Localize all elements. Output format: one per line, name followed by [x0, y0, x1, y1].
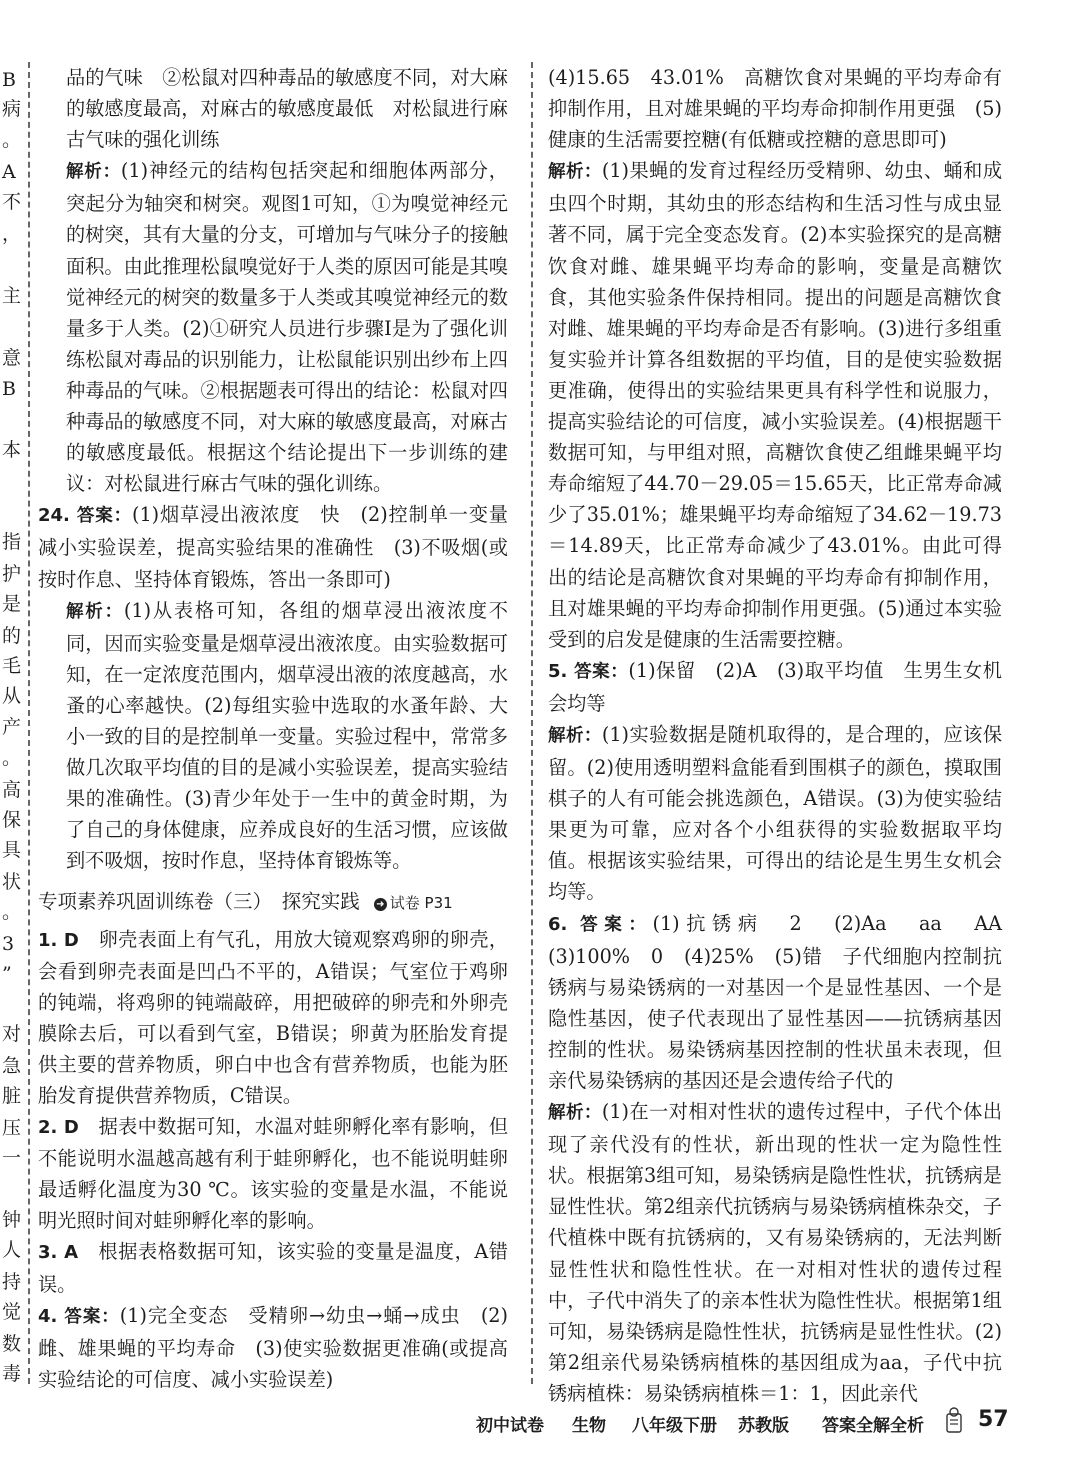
section-ref: [374, 894, 453, 912]
q24-number: 24.: [38, 505, 70, 527]
edge-char: 对: [2, 1023, 22, 1045]
edge-char: A: [2, 161, 16, 183]
q3: [38, 1236, 508, 1299]
edge-char: 指: [2, 531, 22, 553]
analysis-label: 解析：: [548, 1103, 602, 1124]
footer-tag: 答案全解全析: [822, 1416, 924, 1436]
q24-answer-text: (1)烟草浸出液浓度 快 (2)控制单一变量 减小实验误差，提高实验结果的准确性 (3)不吸烟(或按时作息、坚持体育锻炼，答出一条即可): [38, 503, 528, 591]
cut-line-middle: [531, 62, 533, 1384]
analysis-label: 解析：: [66, 601, 124, 622]
q5-analysis: [548, 719, 1002, 908]
edge-char: 数: [2, 1333, 22, 1355]
answer-label: 答案：: [574, 661, 629, 682]
edge-char: 人: [2, 1239, 22, 1261]
mascot-icon: [944, 1406, 964, 1434]
edge-char: 。: [2, 129, 22, 151]
q23-analysis: [38, 155, 508, 499]
section-heading: [38, 886, 508, 919]
edge-char: 持: [2, 1271, 22, 1293]
q1-choice: D: [63, 929, 79, 951]
edge-char: B: [2, 378, 16, 400]
q2-number: 2.: [38, 1117, 58, 1139]
edge-char: 。: [2, 901, 22, 923]
edge-char: ”: [2, 963, 12, 985]
footer-grade: 八年级下册: [632, 1416, 717, 1436]
edge-char: 的: [2, 625, 22, 647]
answer-label: 答案：: [580, 914, 653, 935]
analysis-label: 解析：: [548, 162, 602, 183]
q1: [38, 924, 508, 1112]
q1-text: 卵壳表面上有气孔，用放大镜观察鸡卵的卵壳，会看到卵壳表面是凹凸不平的，A错误；气室位于鸡卵的钝端，将鸡卵的钝端敲碎，用把破碎的卵壳和外卵壳膜除去后，可以看到气室，B错误；卵黄为胚胎发育提供主要的营养物质，卵白中也含有营养物质，也能为胚胎发育提供营养物质，C错误。: [38, 927, 509, 1107]
edge-char: 压: [2, 1117, 22, 1139]
q23-answer-tail: 品的气味 ②松鼠对四种毒品的敏感度不同，对大麻的敏感度最高，对麻古的敏感度最低 对松鼠进行麻古气味的强化训练: [66, 66, 508, 152]
q23-analysis-text: (1)神经元的结构包括突起和细胞体两部分，突起分为轴突和树突。观图1可知，①为嗅觉神经元的树突，其有大量的分支，可增加与气味分子的接触面积。由此推理松鼠嗅觉好于人类的原因可能是其嗅觉神经元的树突的数量多于人类或其嗅觉神经元的数量多于人类。(2)①研究人员进行步骤Ⅰ是为了强化训练松鼠对毒品的识别能力，让松鼠能识别出纱布上四种毒品的气味。②根据题表可得出的结论：松鼠对四种毒品的敏感度不同，对大麻的敏感度最高，对麻古的敏感度最低。根据这个结论提出下一步训练的建议：对松鼠进行麻古气味的强化训练。: [66, 159, 508, 496]
edge-char: 脏: [2, 1085, 22, 1107]
q6-number: 6.: [548, 913, 568, 935]
edge-char: 从: [2, 685, 22, 707]
page-number: 57: [978, 1407, 1009, 1432]
edge-char: 急: [2, 1055, 22, 1077]
arrow-right-icon: ➜: [374, 898, 387, 911]
cut-line-left: [28, 62, 30, 1384]
footer-series: 初中试卷: [476, 1416, 544, 1436]
q24-analysis-text: (1)从表格可知，各组的烟草浸出液浓度不同，因而实验变量是烟草浸出液浓度。由实验数据可知，在一定浓度范围内，烟草浸出液的浓度越高，水蚤的心率越快。(2)每组实验中选取的水蚤年龄、大小一致的目的是控制单一变量。实验过程中，常常多做几次取平均值的目的是减小实验误差，提高实验结果的准确性。(3)青少年处于一生中的黄金时期，为了自己的身体健康，应养成良好的生活习惯，应该做到不吸烟，按时作息，坚持体育锻炼等。: [66, 598, 508, 873]
q5-number: 5.: [548, 660, 568, 682]
edge-char: 状: [2, 871, 22, 893]
q3-choice: A: [64, 1242, 79, 1264]
q5-answer-text: (1)保留 (2)A (3)取平均值 生男生女机会均等: [548, 658, 1002, 715]
edge-char: 3: [2, 933, 15, 955]
edge-char: 产: [2, 716, 22, 738]
footer-subject: 生物: [572, 1416, 606, 1436]
edge-char: 不: [2, 191, 22, 213]
answer-label: 答案：: [64, 1306, 120, 1327]
edge-char: 病: [2, 98, 22, 120]
edge-char: 觉: [2, 1301, 22, 1323]
section-ref-text: 试卷 P31: [389, 894, 453, 913]
q24-analysis: [38, 595, 508, 877]
edge-char: ，: [2, 223, 22, 245]
q3-text: 根据表格数据可知，该实验的变量是温度，A错误。: [38, 1240, 508, 1296]
edge-char: 具: [2, 839, 22, 861]
q4-answer-text: (1)完全变态 受精卵→幼虫→蛹→成虫 (2)雌、雄果蝇的平均寿命 (3)使实验数据更准确(或提高实验结论的可信度、减小实验误差): [38, 1303, 508, 1391]
footer-edition: 苏教版: [738, 1416, 789, 1436]
left-column: [38, 62, 528, 1395]
q3-number: 3.: [38, 1242, 58, 1264]
analysis-label: 解析：: [548, 725, 602, 746]
edge-char: 一: [2, 1147, 22, 1169]
q6-answer-text: (1)抗锈病 2 (2)Aa aa AA (3)100% 0 (4)25% (5)错 子代细胞内控制抗锈病与易染锈病的一对基因一个是显性基因、一个是隐性基因，使子代表现出了显性基因——抗锈病基因控制的性状。易染锈病基因控制的性状虽未表现，但亲代易染锈病的基因还是会遗传给子代的: [548, 911, 1022, 1092]
q6-analysis: [548, 1096, 1002, 1409]
edge-char: 本: [2, 439, 22, 461]
edge-char: 是: [2, 593, 22, 615]
q1-number: 1.: [38, 929, 58, 951]
section-title: 专项素养巩固训练卷（三） 探究实践: [38, 890, 360, 914]
q4-answer-tail: (4)15.65 43.01% 高糖饮食对果蝇的平均寿命有抑制作用，且对雄果蝇的平均寿命抑制作用更强 (5)健康的生活需要控糖(有低糖或控糖的意思即可): [548, 66, 1002, 152]
edge-char: 保: [2, 809, 22, 831]
edge-char: 意: [2, 347, 22, 369]
edge-char: 主: [2, 285, 22, 307]
q2: [38, 1111, 508, 1236]
edge-char: 。: [2, 747, 22, 769]
edge-char: 高: [2, 779, 22, 801]
q5-answer: [548, 655, 1002, 719]
right-column: [548, 62, 1022, 1409]
q2-text: 据表中数据可知，水温对蛙卵孵化率有影响，但不能说明水温越高越有利于蛙卵孵化，也不能说明蛙卵最适孵化温度为30 ℃。该实验的变量是水温，不能说明光照时间对蛙卵孵化率的影响。: [38, 1115, 509, 1233]
edge-char: 护: [2, 563, 22, 585]
q6-analysis-text: (1)在一对相对性状的遗传过程中，子代个体出现了亲代没有的性状，新出现的性状一定为隐性性状。根据第3组可知，易染锈病是隐性性状，抗锈病是显性性状。第2组亲代抗锈病与易染锈病植株杂交，子代植株中既有抗锈病的，又有易染锈病的，无法判断显性性状和隐性性状。在一对相对性状的遗传过程中，子代中消失了的亲本性状为隐性性状。根据第1组可知，易染锈病是隐性性状，抗锈病是显性性状。(2)第2组亲代易染锈病植株的基因组成为aa，子代中抗锈病植株：易染锈病植株＝1：1，因此亲代: [548, 1100, 1003, 1405]
q2-choice: D: [63, 1117, 79, 1139]
q4-answer: [38, 1300, 508, 1395]
edge-char: 毒: [2, 1363, 22, 1385]
analysis-label: 解析：: [66, 162, 121, 183]
q4-analysis-text: (1)果蝇的发育过程经历受精卵、幼虫、蛹和成虫四个时期，其幼虫的形态结构和生活习性与成虫显著不同，属于完全变态发育。(2)本实验探究的是高糖饮食对雌、雄果蝇平均寿命的影响，变量是高糖饮食，其他实验条件保持相同。提出的问题是高糖饮食对雌、雄果蝇的平均寿命是否有影响。(3)进行多组重复实验并计算各组数据的平均值，目的是使实验数据更准确，使得出的实验结果更具有科学性和说服力，提高实验结论的可信度，减小实验误差。(4)根据题干数据可知，与甲组对照，高糖饮食使乙组雌果蝇平均寿命缩短了44.70－29.05＝15.65天，比正常寿命减少了35.01%；雄果蝇平均寿命缩短了34.62－19.73＝14.89天，比正常寿命减少了43.01%。由此可得出的结论是高糖饮食对果蝇的平均寿命有抑制作用，且对雄果蝇的平均寿命抑制作用更强。(5)通过本实验受到的启发是健康的生活需要控糖。: [548, 159, 1003, 651]
answer-label: 答案：: [76, 506, 132, 527]
q24-answer: [38, 499, 528, 594]
edge-char: 毛: [2, 655, 22, 677]
q5-analysis-text: (1)实验数据是随机取得的，是合理的，应该保留。(2)使用透明塑料盒能看到围棋子的颜色，摸取围棋子的人有可能会挑选颜色，A错误。(3)为使实验结果更为可靠，应对各个小组获得的实验数据取平均值。根据该实验结果，可得出的结论是生男生女机会均等。: [548, 722, 1003, 904]
edge-char: B: [2, 69, 16, 91]
q4-number: 4.: [38, 1305, 58, 1327]
q4-analysis: [548, 155, 1002, 655]
q6-answer: [548, 908, 1022, 1097]
page-footer: [476, 1405, 1036, 1439]
edge-char: 钟: [2, 1209, 22, 1231]
